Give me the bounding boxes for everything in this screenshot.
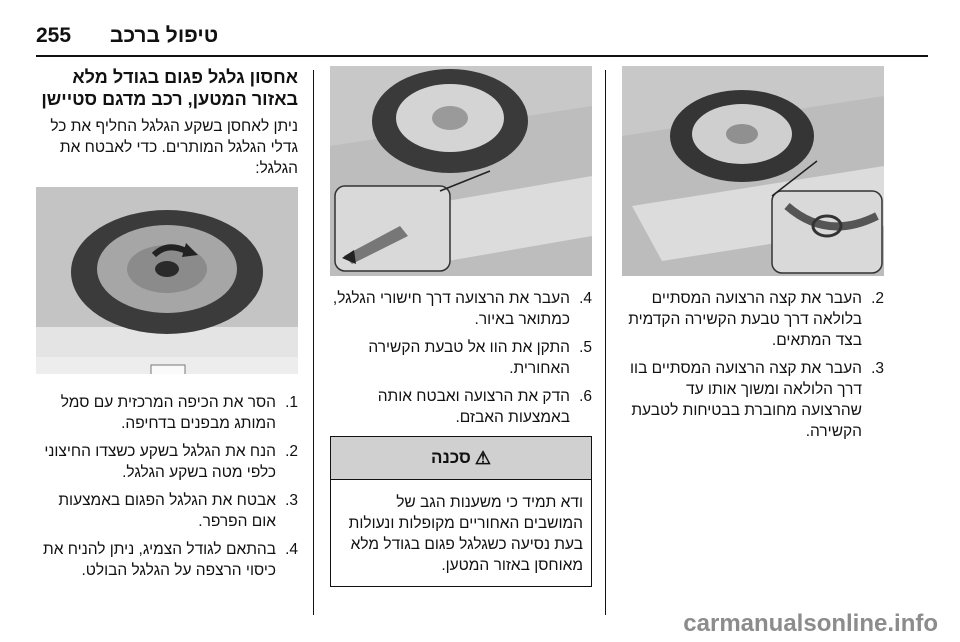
step-text: הדק את הרצועה ואבטח אותה באמצעות האבזם. [377,388,570,426]
step-number: 4. [285,541,298,558]
wheel-in-well-illustration [36,187,298,374]
middle-column [330,66,592,587]
strap-loop-illustration [622,66,884,276]
step-number: 3. [285,492,298,509]
step-item [622,358,884,442]
watermark: carmanualsonline.info [683,610,938,637]
warning-triangle-icon: ⚠ [474,447,492,468]
step-text: העבר את קצה הרצועה המסתיים בלולאה דרך טבעת הקשירה הקדמית בצד המתאים. [628,290,862,349]
page-title: טיפול ברכב [110,24,219,47]
step-text: העבר את הרצועה דרך חישורי הגלגל, כמתואר באיור. [332,290,570,328]
column-divider [313,70,314,615]
danger-header [331,437,591,480]
strap-loop-figure [622,66,884,276]
step-item [330,288,592,330]
step-text: בהתאם לגודל הצמיג, ניתן להניח את כיסוי הרצפה על הגלגל הבולט. [43,541,276,579]
left-step-list [36,392,298,581]
danger-box [330,436,592,587]
step-number: 4. [579,290,592,307]
step-number: 2. [871,290,884,307]
step-text: הנח את הגלגל בשקע כשצדו החיצוני כלפי מטה בשקע הגלגל. [44,443,276,481]
spare-wheel-well-figure [36,187,298,374]
step-number: 5. [579,339,592,356]
strap-through-spokes-figure [330,66,592,276]
step-item [36,392,298,434]
page-header [0,0,960,58]
page-number: 255 [36,24,72,47]
step-text: אבטח את הגלגל הפגום באמצעות אום הפרפר. [58,492,276,530]
section-heading: אחסון גלגל פגום בגודל מלא באזור המטען, רכב מדגם סטיישן [41,67,298,109]
step-item [36,490,298,532]
step-item [622,288,884,351]
danger-title: סכנה [430,448,471,467]
right-column [622,66,884,449]
column-divider [605,70,606,615]
step-text: העבר את קצה הרצועה המסתיים בוו דרך הלולאה ומשוך אותו עד שהרצועה מחוברת בבטיחות לטבעת הקשירה. [630,360,862,440]
step-item [330,337,592,379]
step-item [36,539,298,581]
step-item [330,386,592,428]
step-number: 3. [871,360,884,377]
middle-step-list [330,288,592,428]
step-number: 2. [285,443,298,460]
step-text: הסר את הכיפה המרכזית עם סמל המותג מבפנים בדחיפה. [60,394,276,432]
left-column [36,66,298,588]
header-rule [36,55,928,57]
step-number: 6. [579,388,592,405]
right-step-list [622,288,884,442]
danger-text: ודא תמיד כי משענות הגב של המושבים האחוריים מקופלות ונעולות בעת נסיעה כשגלגל פגום בגודל מלא מאוחסן באזור המטען. [348,494,583,574]
step-number: 1. [285,394,298,411]
strap-through-spokes-illustration [330,66,592,276]
step-item [36,441,298,483]
intro-paragraph: ניתן לאחסן בשקע הגלגל החליף את כל גדלי הגלגל המותרים. כדי לאבטח את הגלגל: [50,118,298,177]
step-text: התקן את הוו אל טבעת הקשירה האחורית. [368,339,570,377]
